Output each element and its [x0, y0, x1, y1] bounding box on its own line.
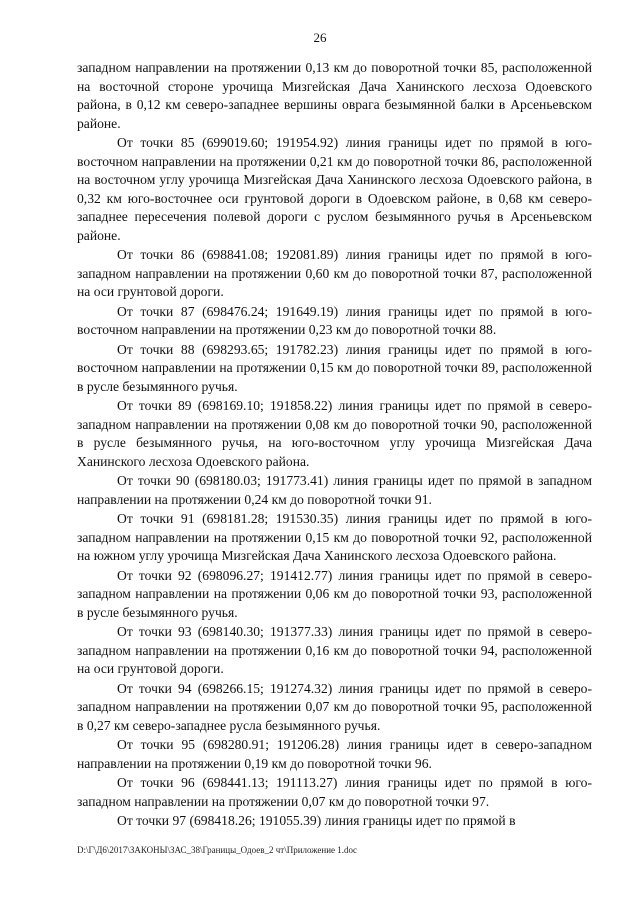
paragraph: От точки 86 (698841.08; 192081.89) линия границы идет по прямой в юго-западном направлении на протяжении 0,60 км до поворотной точки 87, расположенной на оси грунтовой дороги. [77, 247, 592, 299]
page-number: 26 [313, 30, 327, 45]
paragraph: От точки 85 (699019.60; 191954.92) линия границы идет по прямой в юго-восточном направлении на протяжении 0,21 км до поворотной точки 86, расположенной на восточном углу урочища Мизгейская Дача Ханинского лесхоза Одоевского района, в 0,32 км юго-восточнее оси грунтовой дороги в Одоевском районе, в 0,68 км северо-западнее пересечения полевой дороги с руслом безымянного ручья в Арсеньевском районе. [77, 135, 592, 243]
paragraph: От точки 97 (698418.26; 191055.39) линия границы идет по прямой в [117, 813, 516, 828]
paragraph: От точки 90 (698180.03; 191773.41) линия границы идет по прямой в западном направлении на протяжении 0,24 км до поворотной точки 91. [77, 473, 592, 507]
paragraph: От точки 91 (698181.28; 191530.35) линия границы идет по прямой в юго-западном направлении на протяжении 0,15 км до поворотной точки 92, расположенной на южном углу урочища Мизгейская Дача Ханинского лесхоза Одоевского района. [77, 511, 592, 563]
paragraph: западном направлении на протяжении 0,13 км до поворотной точки 85, расположенной на восточной стороне урочища Мизгейская Дача Ханинского лесхоза Одоевского района, в 0,12 км северо-западнее вершины оврага безымянной балки в Арсеньевском районе. [77, 60, 592, 131]
paragraph: От точки 89 (698169.10; 191858.22) линия границы идет по прямой в северо-западном направлении на протяжении 0,08 км до поворотной точки 90, расположенной в русле безымянного ручья, на юго-восточном углу урочища Мизгейская Дача Ханинского лесхоза Одоевского района. [77, 398, 592, 469]
paragraph: От точки 96 (698441.13; 191113.27) линия границы идет по прямой в юго-западном направлении на протяжении 0,07 км до поворотной точки 97. [77, 775, 592, 809]
document-body [77, 59, 592, 832]
paragraph: От точки 94 (698266.15; 191274.32) линия границы идет по прямой в северо-западном направлении на протяжении 0,07 км до поворотной точки 95, расположенной в 0,27 км северо-западнее русла безымянного ручья. [77, 680, 592, 733]
paragraph: От точки 95 (698280.91; 191206.28) линия границы идет в северо-западном направлении на протяжении 0,19 км до поворотной точки 96. [77, 737, 592, 771]
file-path-footer: D:\Г\Д6\2017\ЗАКОНЫ\ЗАС_38\Границы_Одоев_2 чт\Приложение 1.doc [77, 845, 357, 855]
paragraph: От точки 93 (698140.30; 191377.33) линия границы идет по прямой в северо-западном направлении на протяжении 0,16 км до поворотной точки 94, расположенной на оси грунтовой дороги. [77, 624, 592, 676]
paragraph: От точки 88 (698293.65; 191782.23) линия границы идет по прямой в юго-восточном направлении на протяжении 0,15 км до поворотной точки 89, расположенной в русле безымянного ручья. [77, 341, 592, 394]
paragraph: От точки 87 (698476.24; 191649.19) линия границы идет по прямой в юго-восточном направлении на протяжении 0,23 км до поворотной точки 88. [77, 303, 592, 337]
paragraph: От точки 92 (698096.27; 191412.77) линия границы идет по прямой в северо-западном направлении на протяжении 0,06 км до поворотной точки 93, расположенной в русле безымянного ручья. [77, 567, 592, 620]
